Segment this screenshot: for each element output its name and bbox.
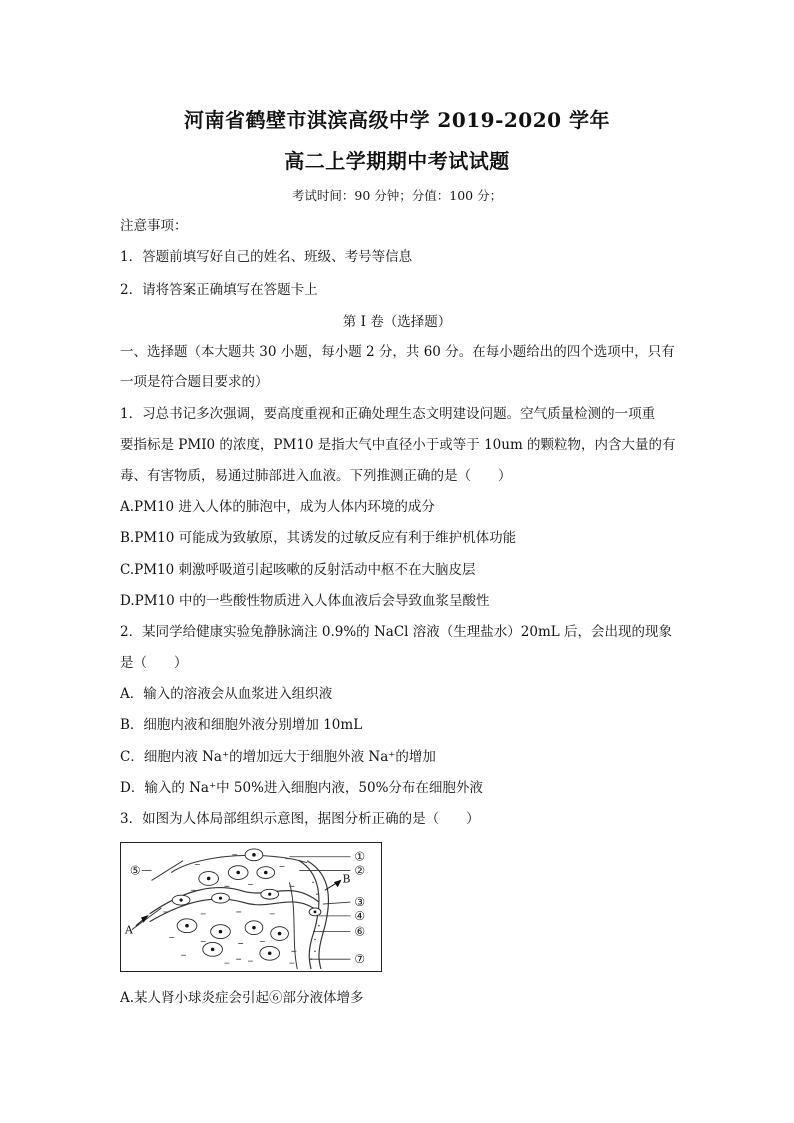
- q1-option: C.PM10 刺激呼吸道引起咳嗽的反射活动中枢不在大脑皮层: [120, 562, 476, 578]
- part-intro: 一项是符合题目要求的）: [120, 374, 269, 390]
- q2-option: A．输入的溶液会从血浆进入组织液: [120, 686, 333, 702]
- part-intro: 一、选择题（本大题共 30 小题，每小题 2 分，共 60 分。在每小题给出的四个选项中，只有: [120, 344, 675, 360]
- q2-stem: 2．某同学给健康实验兔静脉滴注 0.9%的 NaCl 溶液（生理盐水）20mL 后，会出现的现象: [120, 624, 673, 640]
- figure-label-1: ①: [354, 849, 365, 864]
- figure-label-3: ③: [354, 895, 365, 910]
- exam-title-line2: 高二上学期期中考试试题: [284, 149, 510, 173]
- q1-stem: 1．习总书记多次强调，要高度重视和正确处理生态文明建设问题。空气质量检测的一项重: [120, 406, 656, 422]
- q1-option: D.PM10 中的一些酸性物质进入人体血液后会导致血浆呈酸性: [120, 593, 490, 609]
- section-title: 第 I 卷（选择题）: [342, 314, 452, 330]
- q1-stem: 要指标是 PMI0 的浓度，PM10 是指大气中直径小于或等于 10um 的颗粒物，内含大量的有: [120, 437, 676, 453]
- q1-stem: 毒、有害物质，易通过肺部进入血液。下列推测正确的是（ ）: [120, 468, 512, 484]
- figure-label-5: ⑤: [129, 863, 141, 878]
- notice-heading: 注意事项：: [120, 218, 188, 234]
- notice-item: 1．答题前填写好自己的姓名、班级、考号等信息: [120, 249, 413, 265]
- q3-option: A.某人肾小球炎症会引起⑥部分液体增多: [120, 990, 364, 1006]
- q2-option: B．细胞内液和细胞外液分别增加 10mL: [120, 717, 363, 733]
- figure-label-7: ⑦: [354, 952, 365, 967]
- figure-label-b: B: [342, 872, 351, 886]
- exam-info: 考试时间：90 分钟；分值：100 分；: [291, 188, 503, 203]
- tissue-diagram: [120, 842, 382, 972]
- q2-option: D．输入的 Na⁺中 50%进入细胞内液，50%分布在细胞外液: [120, 780, 483, 796]
- q2-stem: 是（ ）: [120, 655, 188, 671]
- exam-title-line1: 河南省鹤壁市淇滨高级中学 2019-2020 学年: [183, 108, 611, 132]
- q2-option: C．细胞内液 Na⁺的增加远大于细胞外液 Na⁺的增加: [120, 749, 436, 765]
- figure-label-6: ⑥: [354, 924, 365, 939]
- q1-option: A.PM10 进入人体的肺泡中，成为人体内环境的成分: [120, 499, 435, 515]
- figure-label-a: A: [124, 923, 133, 937]
- figure-label-2: ②: [354, 863, 365, 878]
- notice-item: 2．请将答案正确填写在答题卡上: [120, 282, 318, 298]
- q1-option: B.PM10 可能成为致敏原，其诱发的过敏反应有利于维护机体功能: [120, 530, 517, 546]
- figure-label-4: ④: [354, 908, 365, 923]
- q3-stem: 3．如图为人体局部组织示意图，据图分析正确的是（ ）: [120, 811, 480, 827]
